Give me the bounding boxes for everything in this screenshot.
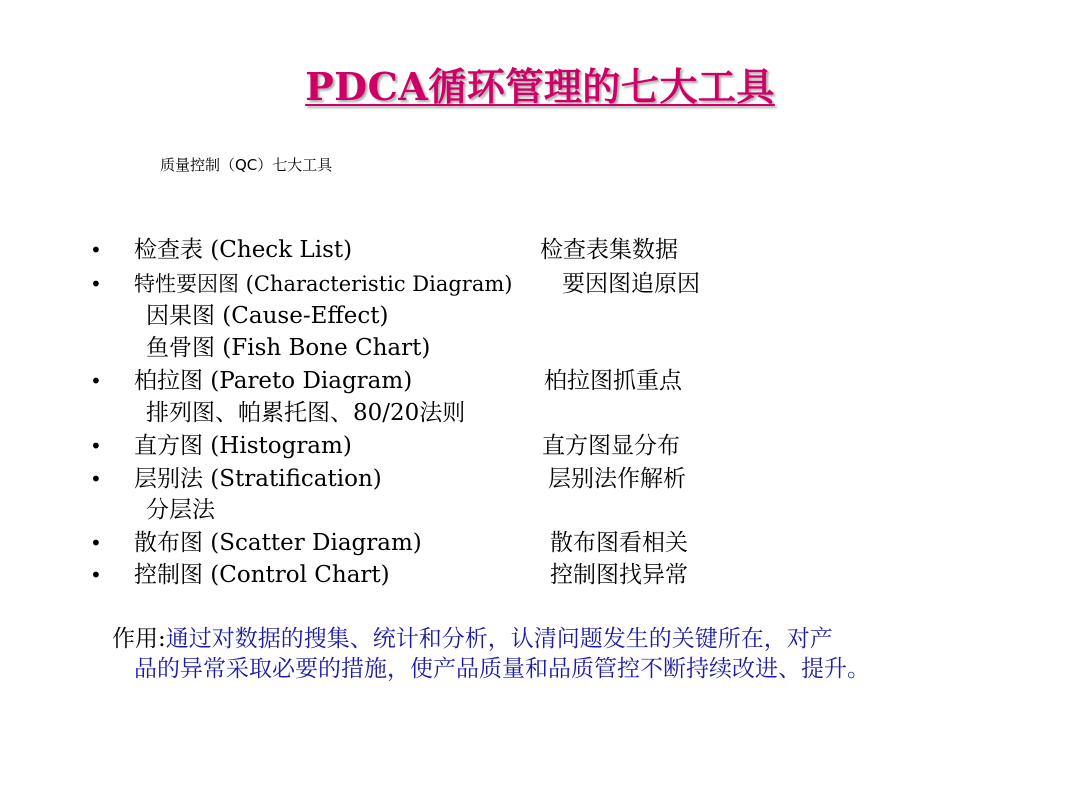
tool-purpose: 检查表集数据 [540,237,678,263]
tool-name: 控制图 (Control Chart) [134,562,390,588]
list-item [0,430,1080,462]
tool-name: 检查表 (Check List) [134,237,353,263]
tool-purpose: 散布图看相关 [550,530,688,556]
bullet-marker: • [90,467,102,491]
tool-purpose: 柏拉图抓重点 [544,368,682,394]
list-item [0,234,1080,266]
bullet-marker: • [90,434,102,458]
purpose-line-2: 品的异常采取必要的措施，使产品质量和品质管控不断持续改进、提升。 [134,656,870,682]
slide-title: PDCA循环管理的七大工具 [305,64,775,109]
tool-purpose: 直方图显分布 [542,433,680,459]
tool-name: 直方图 (Histogram) [134,433,352,459]
tool-name: 散布图 (Scatter Diagram) [134,530,422,556]
bullet-marker: • [90,369,102,393]
purpose-line-1: 通过对数据的搜集、统计和分析，认清问题发生的关键所在，对产 [165,626,833,652]
list-item [0,397,1080,429]
list-item [0,268,1080,300]
bullet-marker: • [90,531,102,555]
list-item [0,463,1080,495]
list-item [0,494,1080,526]
tool-purpose: 要因图追原因 [562,271,700,297]
tool-purpose: 控制图找异常 [550,562,688,588]
tool-name: 层别法 (Stratification) [134,466,382,492]
list-item [0,527,1080,559]
tool-purpose: 层别法作解析 [548,466,686,492]
tool-name: 特性要因图 (Characteristic Diagram) [134,272,513,296]
tools-list [0,232,1080,592]
tool-alias: 因果图 (Cause-Effect) [146,303,389,329]
tool-alias: 分层法 [146,497,215,523]
bullet-marker: • [90,272,102,296]
bullet-marker: • [90,563,102,587]
tool-name: 柏拉图 (Pareto Diagram) [134,368,413,394]
bullet-marker: • [90,238,102,262]
purpose-paragraph [112,624,1012,684]
tool-alias: 排列图、帕累托图、80/20法则 [146,400,466,426]
list-item [0,559,1080,591]
purpose-label: 作用: [112,626,166,652]
list-item [0,300,1080,332]
list-item [0,332,1080,364]
slide-subtitle: 质量控制（QC）七大工具 [160,156,333,174]
tool-alias: 鱼骨图 (Fish Bone Chart) [146,335,431,361]
list-item [0,365,1080,397]
